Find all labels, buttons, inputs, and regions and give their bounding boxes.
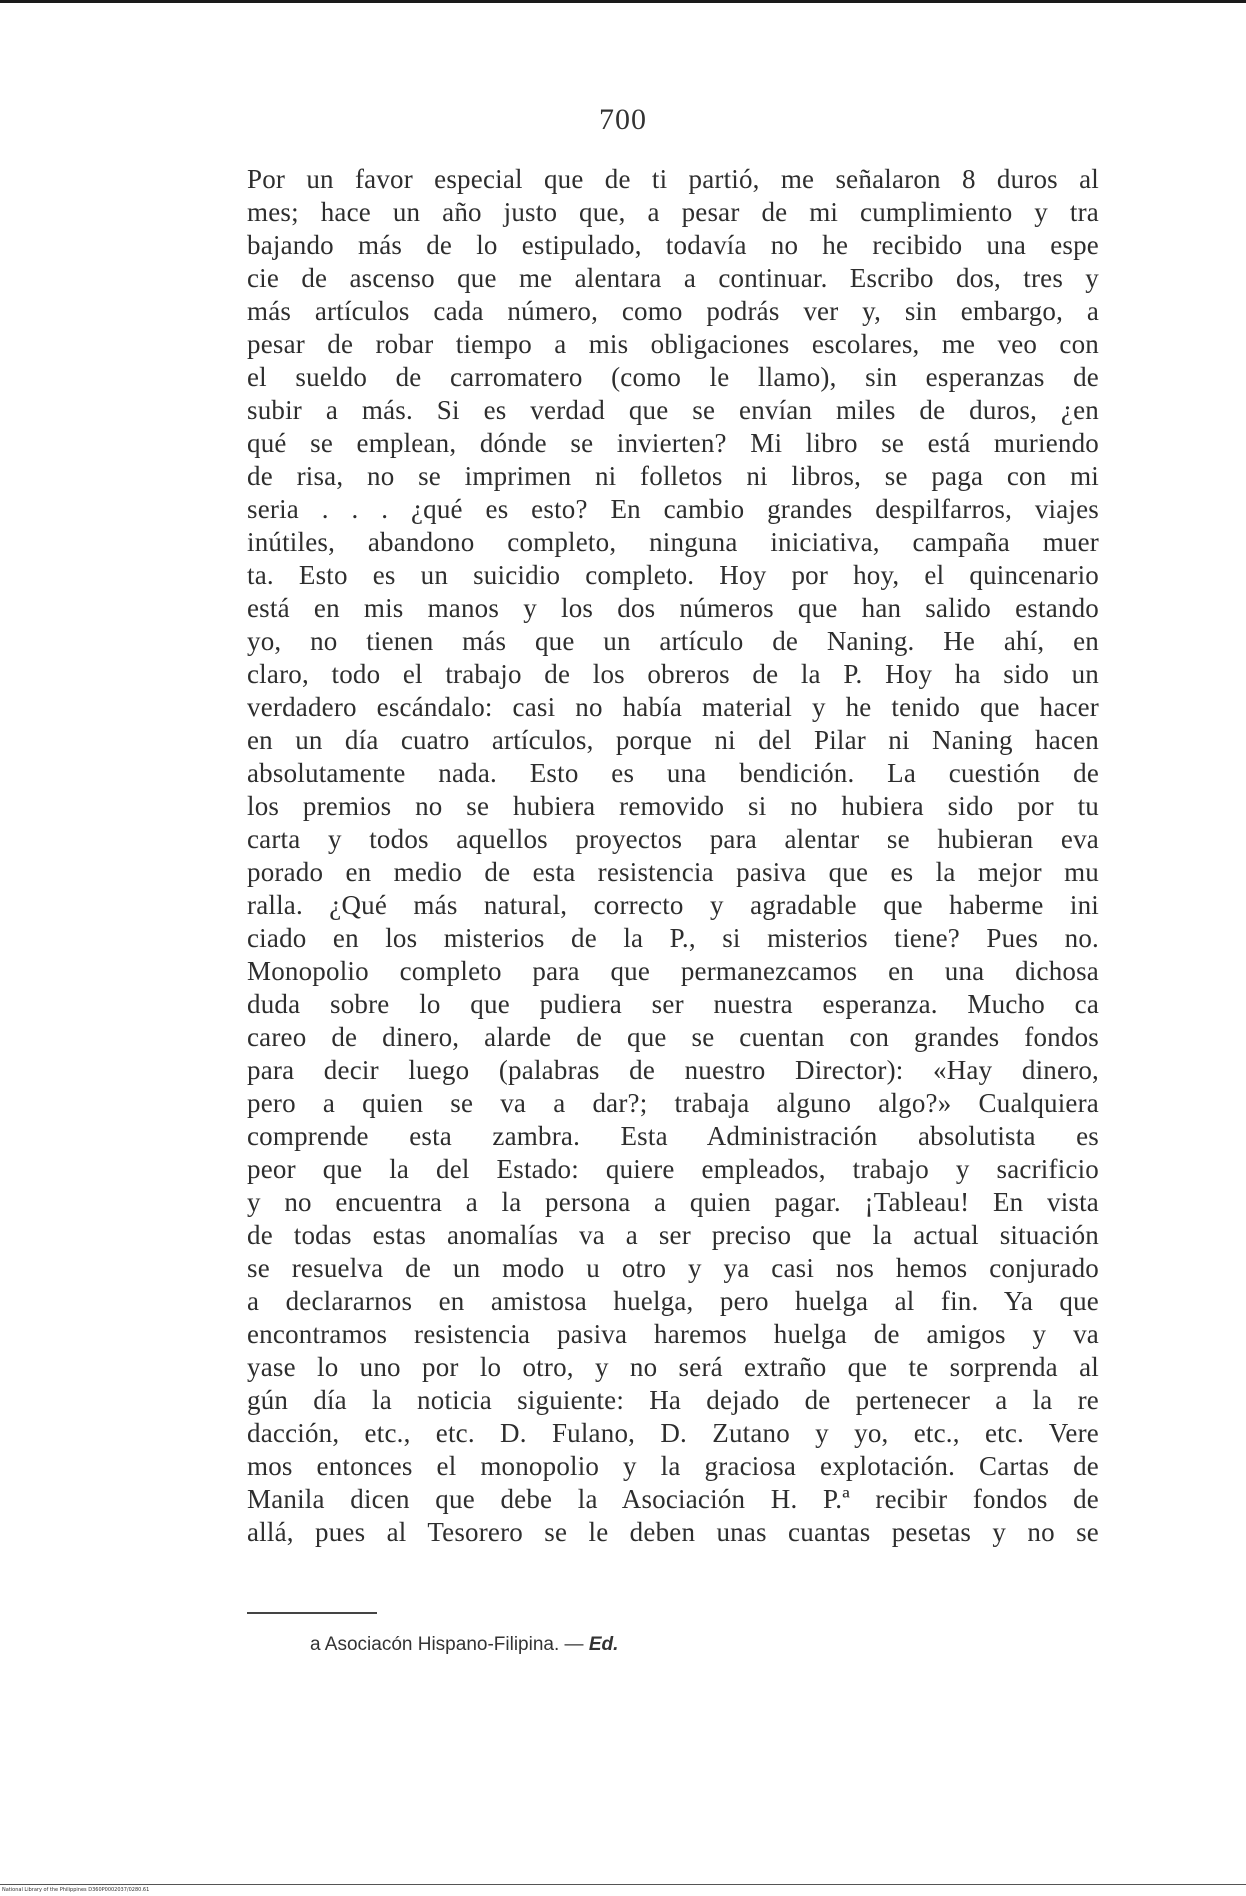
footnote-text: a Asociacón Hispano-Filipina. — <box>310 1634 584 1655</box>
text-line: duda sobre lo que pudiera ser nuestra esperanza. Mucho ca <box>247 989 1099 1019</box>
text-line: más artículos cada número, como podrás ver y, sin embargo, a <box>247 296 1099 326</box>
text-line: bajando más de lo estipulado, todavía no he recibido una espe <box>247 230 1099 260</box>
text-line: el sueldo de carromatero (como le llamo), sin esperanzas de <box>247 362 1099 392</box>
text-line: para decir luego (palabras de nuestro Director): «Hay dinero, <box>247 1055 1099 1085</box>
text-line: está en mis manos y los dos números que han salido estando <box>247 593 1099 623</box>
bottom-edge-rule <box>0 1884 1246 1885</box>
text-line: ta. Esto es un suicidio completo. Hoy por hoy, el quincenario <box>247 560 1099 590</box>
text-line: porado en medio de esta resistencia pasiva que es la mejor mu <box>247 857 1099 887</box>
text-line: Monopolio completo para que permanezcamos en una dichosa <box>247 956 1099 986</box>
text-line: inútiles, abandono completo, ninguna iniciativa, campaña muer <box>247 527 1099 557</box>
page-number: 700 <box>599 103 647 136</box>
text-line: Por un favor especial que de ti partió, me señalaron 8 duros al <box>247 164 1099 194</box>
text-line: ciado en los misterios de la P., si misterios tiene? Pues no. <box>247 923 1099 953</box>
letter-body-text <box>247 163 1099 1549</box>
text-line: los premios no se hubiera removido si no hubiera sido por tu <box>247 791 1099 821</box>
text-line: y no encuentra a la persona a quien pagar. ¡Tableau! En vista <box>247 1187 1099 1217</box>
top-edge-rule <box>0 0 1246 3</box>
text-line: pesar de robar tiempo a mis obligaciones escolares, me veo con <box>247 329 1099 359</box>
text-line: se resuelva de un modo u otro y ya casi nos hemos conjurado <box>247 1253 1099 1283</box>
text-line: yase lo uno por lo otro, y no será extraño que te sorprenda al <box>247 1352 1099 1382</box>
footnote-editor-mark: Ed. <box>588 1634 619 1655</box>
text-line: gún día la noticia siguiente: Ha dejado de pertenecer a la re <box>247 1385 1099 1415</box>
text-line: ralla. ¿Qué más natural, correcto y agradable que haberme ini <box>247 890 1099 920</box>
text-line: subir a más. Si es verdad que se envían miles de duros, ¿en <box>247 395 1099 425</box>
text-line: qué se emplean, dónde se invierten? Mi libro se está muriendo <box>247 428 1099 458</box>
text-line: Manila dicen que debe la Asociación H. P.ª recibir fondos de <box>247 1484 1099 1514</box>
text-line: peor que la del Estado: quiere empleados, trabajo y sacrificio <box>247 1154 1099 1184</box>
archive-label: National Library of the Philippines D360P0002037/0280.61 <box>2 1887 150 1893</box>
footnote <box>310 1634 618 1656</box>
text-line: seria . . . ¿qué es esto? En cambio grandes despilfarros, viajes <box>247 494 1099 524</box>
text-line: en un día cuatro artículos, porque ni del Pilar ni Naning hacen <box>247 725 1099 755</box>
text-line: allá, pues al Tesorero se le deben unas cuantas pesetas y no se <box>247 1517 1099 1547</box>
text-line: claro, todo el trabajo de los obreros de la P. Hoy ha sido un <box>247 659 1099 689</box>
text-line: absolutamente nada. Esto es una bendición. La cuestión de <box>247 758 1099 788</box>
text-line: verdadero escándalo: casi no había material y he tenido que hacer <box>247 692 1099 722</box>
text-line: cie de ascenso que me alentara a continuar. Escribo dos, tres y <box>247 263 1099 293</box>
text-line: comprende esta zambra. Esta Administración absolutista es <box>247 1121 1099 1151</box>
text-line: a declararnos en amistosa huelga, pero huelga al fin. Ya que <box>247 1286 1099 1316</box>
footnote-divider <box>247 1612 377 1614</box>
text-line: yo, no tienen más que un artículo de Naning. He ahí, en <box>247 626 1099 656</box>
text-line: de todas estas anomalías va a ser preciso que la actual situación <box>247 1220 1099 1250</box>
text-line: de risa, no se imprimen ni folletos ni libros, se paga con mi <box>247 461 1099 491</box>
text-line: pero a quien se va a dar?; trabaja alguno algo?» Cualquiera <box>247 1088 1099 1118</box>
text-line: encontramos resistencia pasiva haremos huelga de amigos y va <box>247 1319 1099 1349</box>
text-line: mes; hace un año justo que, a pesar de mi cumplimiento y tra <box>247 197 1099 227</box>
text-line: mos entonces el monopolio y la graciosa explotación. Cartas de <box>247 1451 1099 1481</box>
text-line: carta y todos aquellos proyectos para alentar se hubieran eva <box>247 824 1099 854</box>
text-line: careo de dinero, alarde de que se cuentan con grandes fondos <box>247 1022 1099 1052</box>
text-line: dacción, etc., etc. D. Fulano, D. Zutano y yo, etc., etc. Vere <box>247 1418 1099 1448</box>
